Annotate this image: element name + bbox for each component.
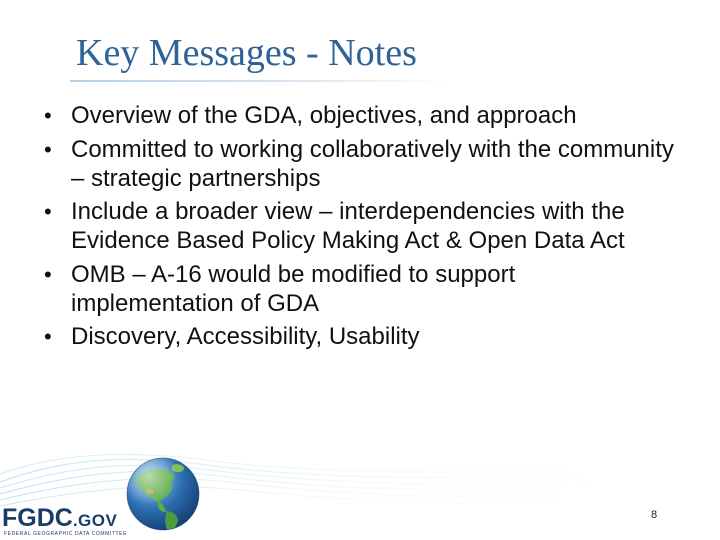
globe-icon [124,455,202,533]
bullet-dot: • [44,324,52,349]
logo-tagline: FEDERAL GEOGRAPHIC DATA COMMITTEE [4,531,128,537]
bullet-item [44,135,684,193]
bullet-item [44,260,684,318]
bullet-text: OMB – A-16 would be modified to support implementation of GDA [71,260,516,317]
slide-title: Key Messages - Notes [76,32,417,74]
bullet-list [44,101,684,356]
page-number: 8 [651,509,658,521]
bullet-dot: • [44,136,52,162]
bullet-item [44,322,684,351]
title-underline [70,80,450,82]
bullet-dot: • [44,103,52,128]
bullet-item [44,197,684,255]
bullet-text: Include a broader view – interdependencies with the Evidence Based Policy Making Act & Open Data Act [71,198,625,254]
bullet-dot: • [44,261,52,287]
fgdc-logo [2,506,117,533]
bullet-text: Overview of the GDA, objectives, and approach [71,102,577,129]
bullet-text: Committed to working collaboratively with the community – strategic partnerships [71,135,674,192]
logo-main-text: FGDC [2,504,73,532]
bullet-item [44,101,684,130]
logo-suffix-text: .GOV [72,511,118,530]
bullet-dot: • [44,199,52,224]
bullet-text: Discovery, Accessibility, Usability [71,323,420,350]
